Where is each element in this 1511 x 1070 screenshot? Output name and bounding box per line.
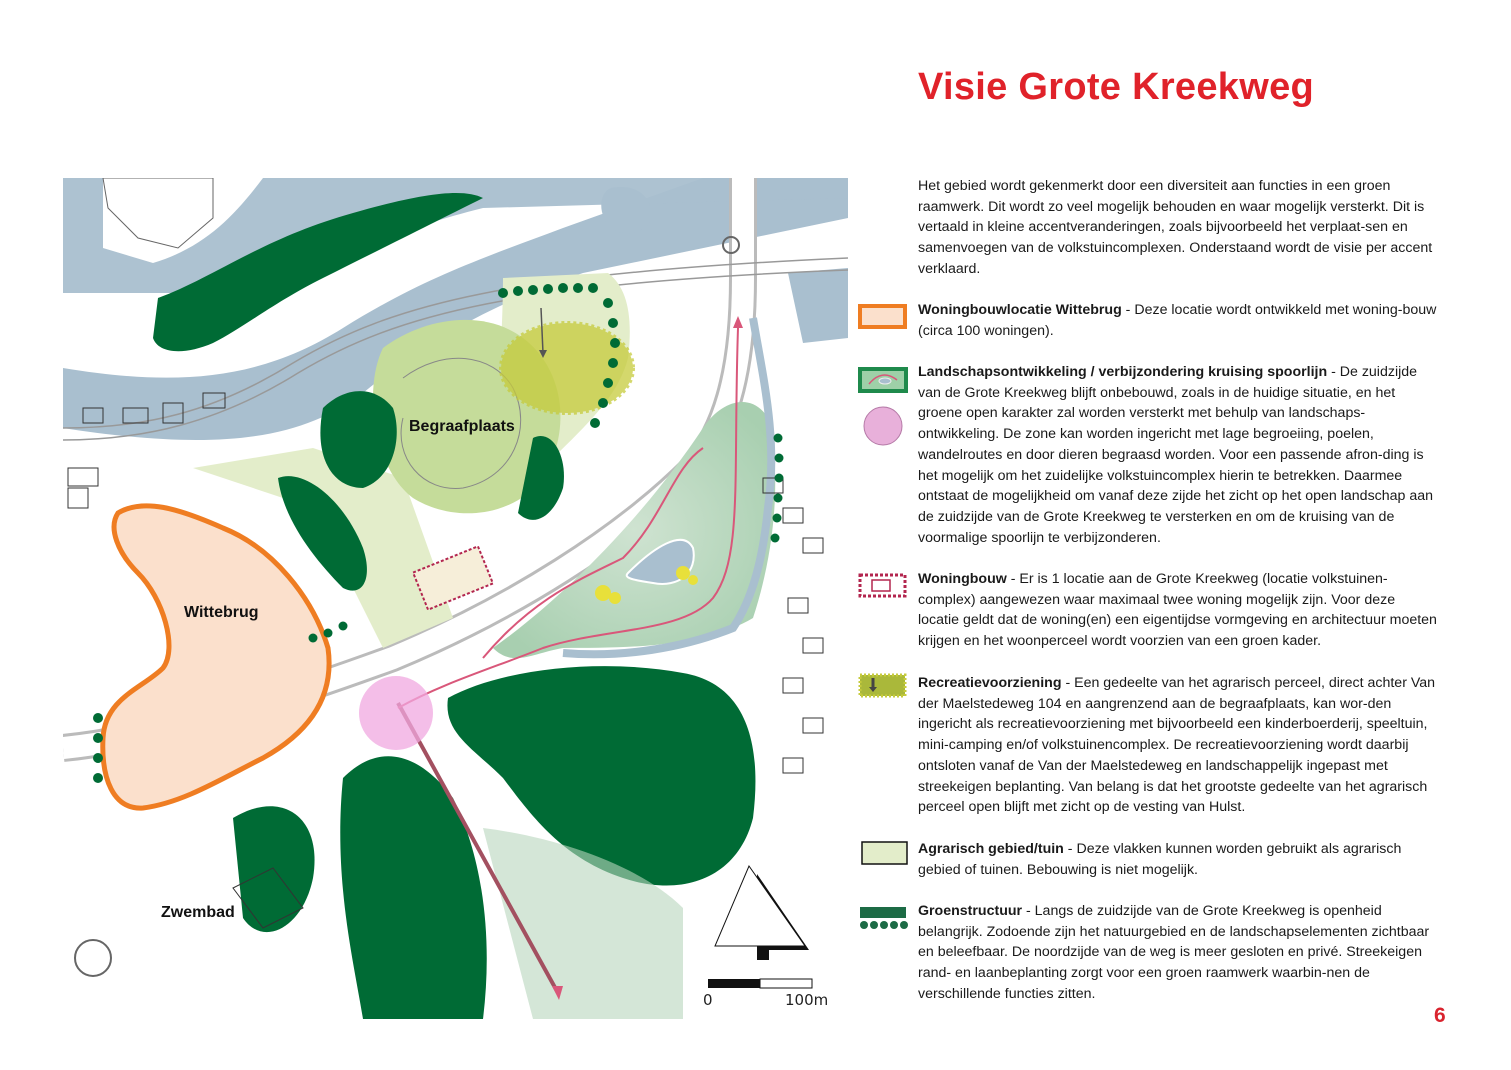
legend-item-agrarisch xyxy=(918,839,1438,880)
legend-title: Groenstructuur xyxy=(918,903,1023,919)
housing-swatch xyxy=(858,573,908,599)
railway-crossing-circle xyxy=(359,676,433,750)
legend-text: - Deze locatie wordt ontwikkeld met woning-bouw (circa 100 woningen). xyxy=(918,302,1437,339)
legend-item-woningbouwlocatie xyxy=(918,300,1438,341)
legend-text: - Een gedeelte van het agrarisch perceel, direct achter Van der Maelstedeweg 104 en aangrenzend aan de begraafplaats, kan wor-den ingericht als recreatievoorziening met bijvoorbeeld een kinderboerderij, speeltuin, mini-camping en/of volkstuinencomplex. De recreatievoorziening wordt daarbij ontsloten vanaf de Van der Maelstedeweg en landschappelijk ingepast met streekeigen beplanting. Van belang is dat het grootste gedeelte van het agrarisch perceel open blijft met zicht op de vesting van Hulst. xyxy=(918,675,1436,816)
scale-start-label: 0 xyxy=(703,991,713,1009)
legend-item-landschapsontwikkeling xyxy=(918,362,1438,548)
scale-bar xyxy=(708,979,812,988)
legend-title: Landschapsontwikkeling / verbijzondering kruising spoorlijn xyxy=(918,364,1328,380)
map-canvas xyxy=(63,178,848,1019)
agrarian-swatch xyxy=(861,841,909,867)
scale-end-label: 100m xyxy=(785,991,829,1009)
legend-item-groenstructuur xyxy=(918,901,1438,1005)
legend-text: - Er is 1 locatie aan de Grote Kreekweg (locatie volkstuinen-complex) aangewezen waar maximaal twee woning mogelijk zijn. Voor deze locatie geldt dat de woning(en) een eigentijdse vormgeving en architectuur moeten krijgen en het woonperceel wordt voorzien van een groen kader. xyxy=(918,571,1437,650)
legend-item-recreatievoorziening xyxy=(918,673,1438,818)
crossing-circle-swatch xyxy=(861,405,905,447)
legend-text: - Langs de zuidzijde van de Grote Kreekweg is openheid belangrijk. Zodoende zijn het natuurgebied en de landschapselementen zichtbaar en beleefbaar. De noordzijde van de weg is meer gesloten en privé. Streekeigen rand- en laanbeplanting zorgt voor een groen raamwerk waarbin-nen de verschillende functies zitten. xyxy=(918,903,1430,1002)
intro-paragraph: Het gebied wordt gekenmerkt door een diversiteit aan functies in een groen raamwerk. Dit wordt zo veel mogelijk behouden en waar mogelijk versterkt. Dit is vertaald in kleine accentveranderingen, zoals bijvoorbeeld het verplaat-sen en samenvoegen van de volkstuincomplexen. Onderstaand wordt de visie per accent verklaard. xyxy=(918,178,1433,277)
site-map xyxy=(63,178,848,1019)
legend-text: - Deze vlakken kunnen worden gebruikt als agrarisch gebied of tuinen. Bebouwing is niet mogelijk. xyxy=(918,841,1402,878)
page-number: 6 xyxy=(1434,1004,1446,1027)
legend-title: Woningbouw xyxy=(918,571,1007,587)
legend-title: Recreatievoorziening xyxy=(918,675,1062,691)
label-zwembad: Zwembad xyxy=(161,904,235,921)
page-title: Visie Grote Kreekweg xyxy=(918,66,1315,108)
legend-title: Agrarisch gebied/tuin xyxy=(918,841,1064,857)
landscape-development-swatch xyxy=(857,366,909,394)
legend-item-woningbouw xyxy=(918,569,1438,652)
recreation-area xyxy=(501,323,633,413)
label-begraafplaats: Begraafplaats xyxy=(409,418,515,435)
green-structure-swatch xyxy=(858,905,910,931)
housing-location-swatch xyxy=(858,304,908,330)
label-wittebrug: Wittebrug xyxy=(184,604,259,621)
legend-text: - De zuidzijde van de Grote Kreekweg blijft onbebouwd, zoals in de huidige situatie, en het groene open karakter zal worden versterkt met behulp van landschaps-ontwikkeling. De zone kan worden ingericht met lage begroeiing, poelen, wandelroutes en door dieren begraasd worden. Voor een passende afron-ding is het mogelijk om het zuidelijke volkstuincomplex hierin te betrekken. Daarmee ontstaat de mogelijkheid om vanaf deze zijde het zicht op het open landschap aan de zuidzijde van de Grote Kreekweg te versterken en om de kruising van de voormalige spoorlijn te verbijzonderen. xyxy=(918,364,1434,546)
legend-title: Woningbouwlocatie Wittebrug xyxy=(918,302,1122,318)
recreation-swatch xyxy=(858,673,908,699)
